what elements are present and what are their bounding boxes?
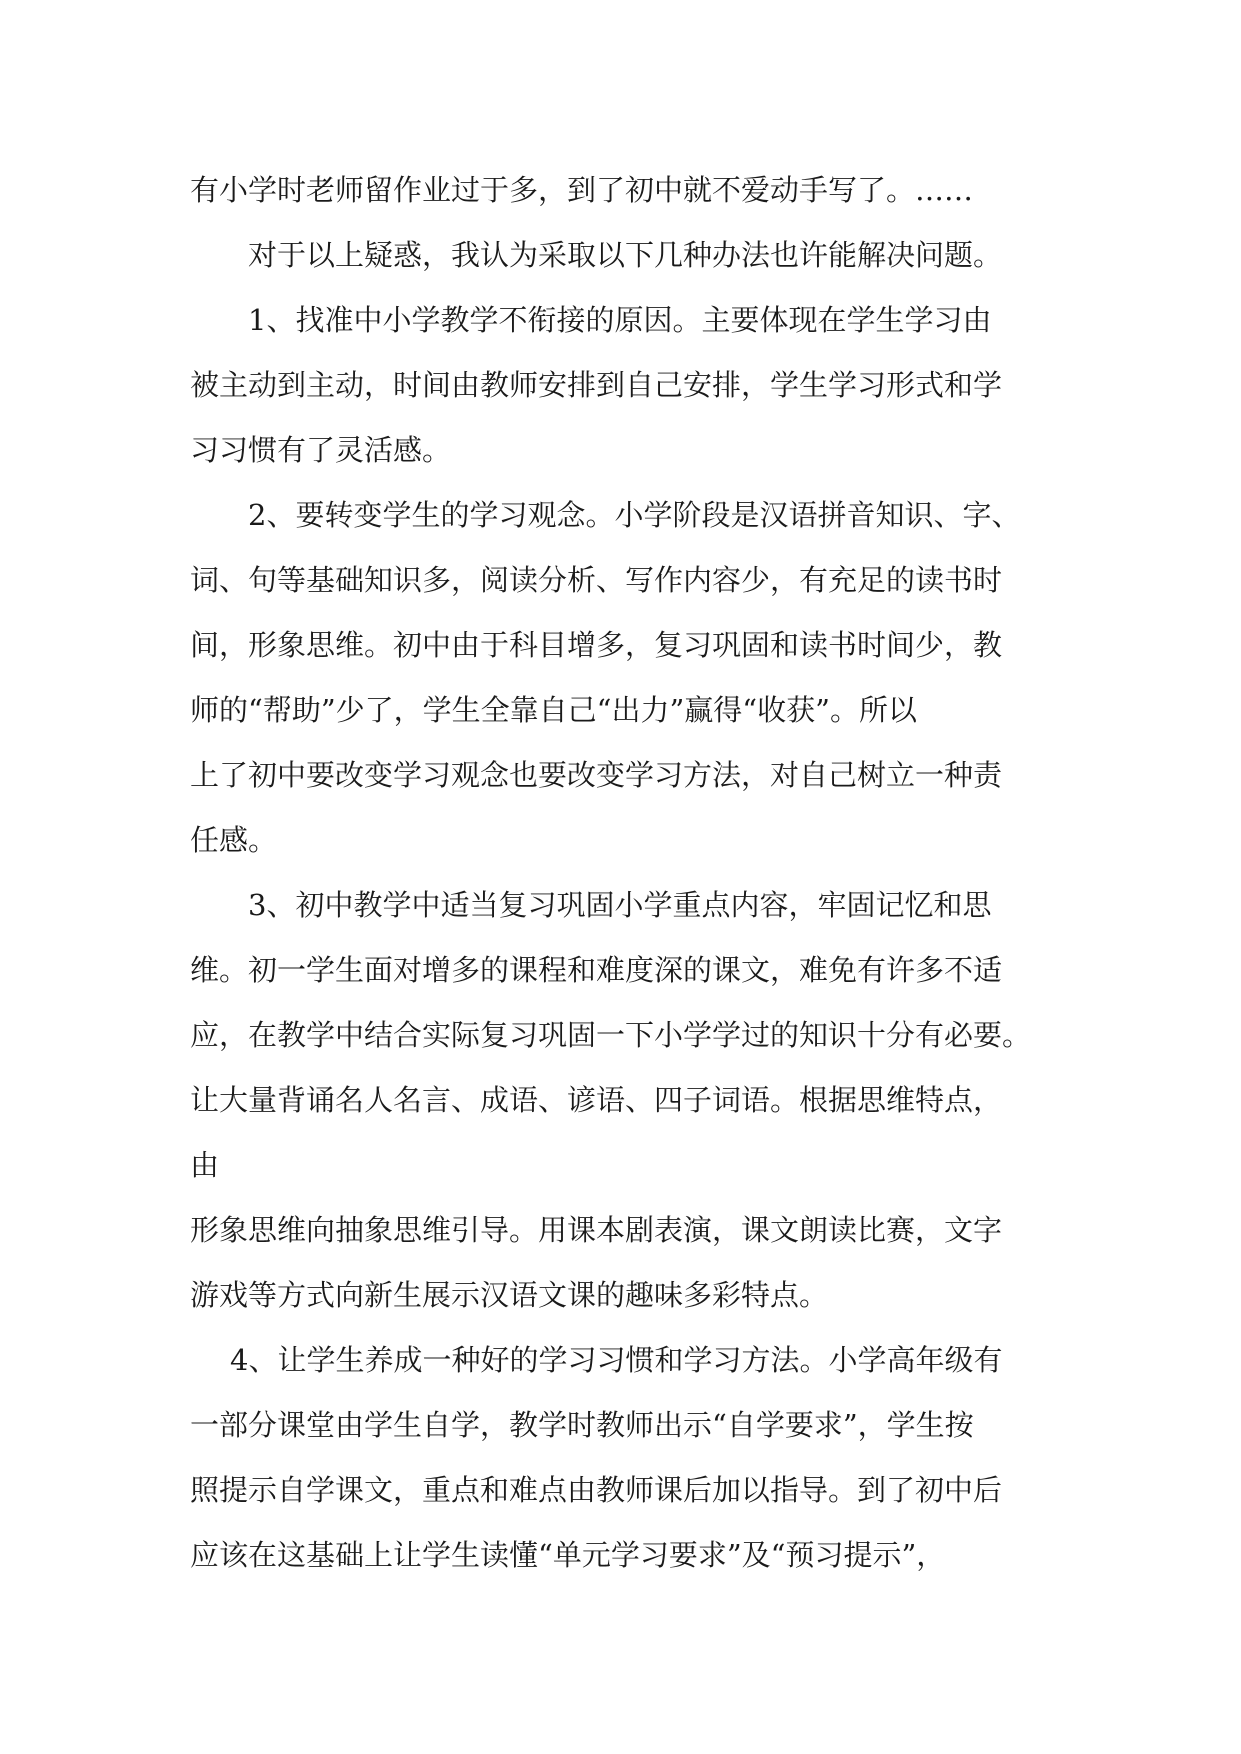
text-line: 1、找准中小学教学不衔接的原因。主要体现在学生学习由	[248, 303, 992, 337]
text-line: 上了初中要改变学习观念也要改变学习方法，对自己树立一种责	[190, 758, 1003, 792]
text-line: 由	[190, 1148, 220, 1182]
text-line: 应，在教学中结合实际复习巩固一下小学学过的知识十分有必要。	[190, 1018, 1032, 1052]
text-line: 维。初一学生面对增多的课程和难度深的课文，难免有许多不适	[190, 953, 1003, 987]
text-line: 2、要转变学生的学习观念。小学阶段是汉语拼音知识、字、	[248, 498, 1021, 532]
text-line: 词、句等基础知识多，阅读分析、写作内容少，有充足的读书时	[190, 563, 1003, 597]
text-line: 3、初中教学中适当复习巩固小学重点内容，牢固记忆和思	[248, 888, 992, 922]
text-line: 一部分课堂由学生自学，教学时教师出示“自学要求”，学生按	[190, 1408, 974, 1442]
text-line: 让大量背诵名人名言、成语、谚语、四子词语。根据思维特点，	[190, 1083, 1003, 1117]
document-body	[190, 158, 1090, 1588]
text-line: 任感。	[190, 823, 278, 857]
text-line: 习习惯有了灵活感。	[190, 433, 452, 467]
text-line: 照提示自学课文，重点和难点由教师课后加以指导。到了初中后	[190, 1473, 1003, 1507]
text-line: 被主动到主动，时间由教师安排到自己安排，学生学习形式和学	[190, 368, 1003, 402]
text-line: 对于以上疑惑，我认为采取以下几种办法也许能解决问题。	[248, 238, 1003, 272]
text-line: 4、让学生养成一种好的学习习惯和学习方法。小学高年级有	[230, 1343, 1003, 1377]
text-line: 师的“帮助”少了，学生全靠自己“出力”赢得“收获”。所以	[190, 693, 917, 727]
text-line: 游戏等方式向新生展示汉语文课的趣味多彩特点。	[190, 1278, 829, 1312]
text-line: 间，形象思维。初中由于科目增多，复习巩固和读书时间少，教	[190, 628, 1003, 662]
text-line: 形象思维向抽象思维引导。用课本剧表演，课文朗读比赛，文字	[190, 1213, 1003, 1247]
text-line: 应该在这基础上让学生读懂“单元学习要求”及“预习提示”，	[190, 1538, 946, 1572]
text-line: 有小学时老师留作业过于多，到了初中就不爱动手写了。……	[190, 173, 974, 207]
